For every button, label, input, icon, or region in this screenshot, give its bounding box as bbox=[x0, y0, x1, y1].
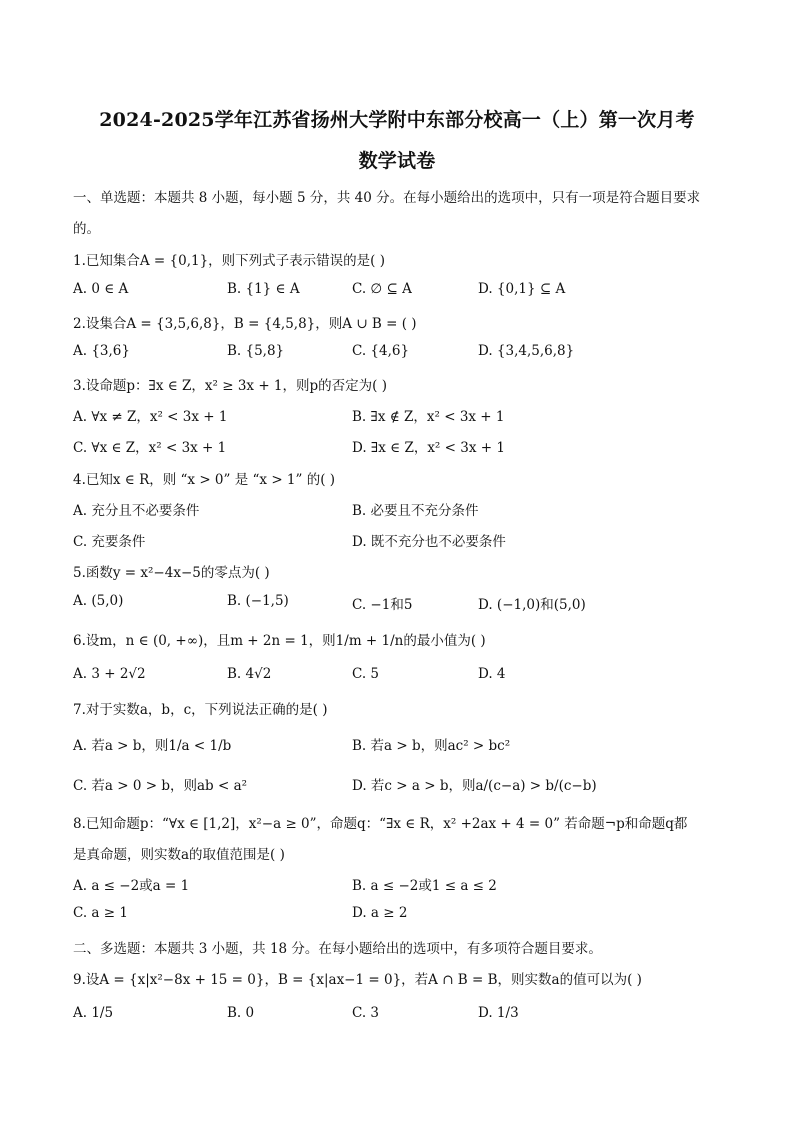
question-7-option-b: B. 若a > b，则ac² > bc² bbox=[352, 738, 511, 754]
question-6-option-a: A. 3 + 2√2 bbox=[73, 666, 146, 682]
question-1-stem: 1.已知集合A = {0,1}，则下列式子表示错误的是( ) bbox=[73, 253, 385, 269]
question-5-stem: 5.函数y = x²−4x−5的零点为( ) bbox=[73, 565, 270, 581]
question-2-stem: 2.设集合A = {3,5,6,8}，B = {4,5,8}，则A ∪ B = ( ) bbox=[73, 316, 417, 332]
question-3-option-a: A. ∀x ≠ Z，x² < 3x + 1 bbox=[73, 409, 228, 425]
question-4-option-a: A. 充分且不必要条件 bbox=[73, 503, 200, 519]
question-6-option-d: D. 4 bbox=[478, 666, 506, 682]
question-8-stem-cont: 是真命题，则实数a的取值范围是( ) bbox=[73, 847, 285, 863]
question-2-option-b: B. {5,8} bbox=[227, 343, 285, 359]
question-9-stem: 9.设A = {x|x²−8x + 15 = 0}，B = {x|ax−1 = 0}，若A ∩ B = B，则实数a的值可以为( ) bbox=[73, 972, 642, 988]
question-2-option-c: C. {4,6} bbox=[352, 343, 410, 359]
question-3-stem: 3.设命题p：∃x ∈ Z，x² ≥ 3x + 1，则p的否定为( ) bbox=[73, 378, 387, 394]
question-6-option-c: C. 5 bbox=[352, 666, 380, 682]
question-4-option-d: D. 既不充分也不必要条件 bbox=[352, 534, 506, 550]
question-6-option-b: B. 4√2 bbox=[227, 666, 272, 682]
question-4-option-c: C. 充要条件 bbox=[73, 534, 146, 550]
question-3-option-c: C. ∀x ∈ Z，x² < 3x + 1 bbox=[73, 440, 227, 456]
question-7-option-d: D. 若c > a > b，则a/(c−a) > b/(c−b) bbox=[352, 778, 597, 794]
page-title: 2024-2025学年江苏省扬州大学附中东部分校高一（上）第一次月考 bbox=[99, 109, 695, 131]
question-3-option-d: D. ∃x ∈ Z，x² < 3x + 1 bbox=[352, 440, 505, 456]
question-1-option-a: A. 0 ∈ A bbox=[73, 281, 129, 297]
question-9-option-c: C. 3 bbox=[352, 1005, 380, 1021]
question-3-option-b: B. ∃x ∉ Z，x² < 3x + 1 bbox=[352, 409, 505, 425]
section1-heading: 一、单选题：本题共 8 小题，每小题 5 分，共 40 分。在每小题给出的选项中，只有一项是符合题目要求 bbox=[73, 190, 701, 206]
question-1-option-d: D. {0,1} ⊆ A bbox=[478, 281, 566, 297]
question-7-stem: 7.对于实数a，b，c，下列说法正确的是( ) bbox=[73, 702, 328, 718]
question-2-option-d: D. {3,4,5,6,8} bbox=[478, 343, 575, 359]
question-8-option-b: B. a ≤ −2或1 ≤ a ≤ 2 bbox=[352, 878, 497, 894]
page-subtitle: 数学试卷 bbox=[358, 150, 436, 172]
question-4-option-b: B. 必要且不充分条件 bbox=[352, 503, 479, 519]
question-6-stem: 6.设m，n ∈ (0, +∞)，且m + 2n = 1，则1/m + 1/n的最小值为( ) bbox=[73, 633, 486, 649]
question-8-option-a: A. a ≤ −2或a = 1 bbox=[73, 878, 190, 894]
question-5-option-c: C. −1和5 bbox=[352, 597, 413, 613]
question-8-stem: 8.已知命题p：“∀x ∈ [1,2]，x²−a ≥ 0”，命题q：“∃x ∈ R，x² +2ax + 4 = 0” 若命题¬p和命题q都 bbox=[73, 816, 688, 832]
question-7-option-a: A. 若a > b，则1/a < 1/b bbox=[73, 738, 232, 754]
section1-heading-cont: 的。 bbox=[73, 221, 100, 237]
question-1-option-c: C. ∅ ⊆ A bbox=[352, 281, 412, 297]
question-5-option-d: D. (−1,0)和(5,0) bbox=[478, 597, 586, 613]
question-5-option-a: A. (5,0) bbox=[73, 593, 124, 609]
question-5-option-b: B. (−1,5) bbox=[227, 593, 289, 609]
question-9-option-b: B. 0 bbox=[227, 1005, 255, 1021]
question-9-option-d: D. 1/3 bbox=[478, 1005, 519, 1021]
question-8-option-d: D. a ≥ 2 bbox=[352, 905, 408, 921]
question-8-option-c: C. a ≥ 1 bbox=[73, 905, 128, 921]
section2-heading: 二、多选题：本题共 3 小题，共 18 分。在每小题给出的选项中，有多项符合题目要求。 bbox=[73, 941, 602, 957]
question-9-option-a: A. 1/5 bbox=[73, 1005, 114, 1021]
question-4-stem: 4.已知x ∈ R，则 “x > 0” 是 “x > 1” 的( ) bbox=[73, 472, 336, 488]
question-1-option-b: B. {1} ∈ A bbox=[227, 281, 300, 297]
question-7-option-c: C. 若a > 0 > b，则ab < a² bbox=[73, 778, 248, 794]
question-2-option-a: A. {3,6} bbox=[73, 343, 130, 359]
